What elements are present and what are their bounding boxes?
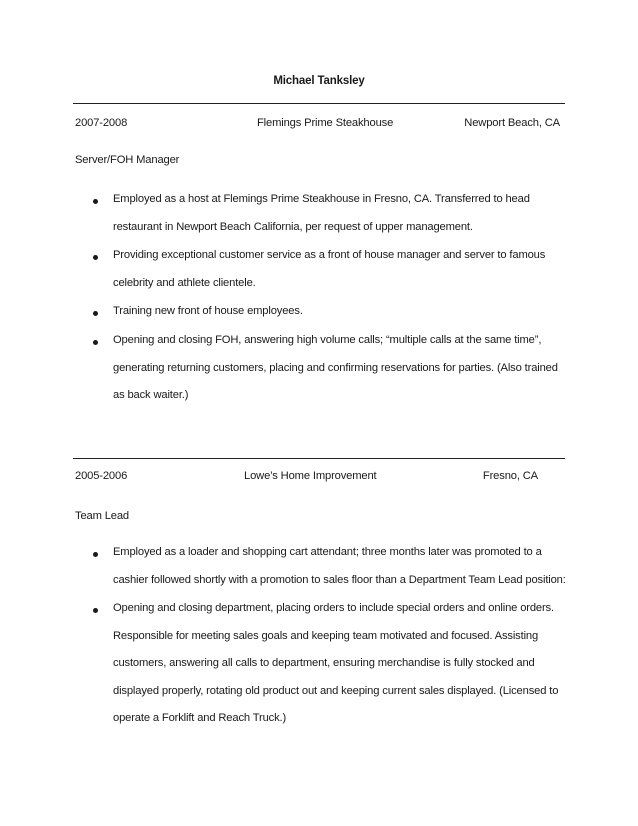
job-employer: Lowe’s Home Improvement bbox=[244, 470, 377, 482]
section-divider bbox=[73, 103, 565, 104]
bullet-dot bbox=[93, 311, 98, 316]
bullet-text: Employed as a host at Flemings Prime Steakhouse in Fresno, CA. Transferred to head restaurant in Newport Beach California, per request of upper management. bbox=[113, 193, 530, 233]
job-dates: 2007-2008 bbox=[75, 117, 128, 129]
job-title: Server/FOH Manager bbox=[75, 154, 180, 166]
section-divider bbox=[73, 458, 565, 459]
bullet-text: Opening and closing FOH, answering high volume calls; “multiple calls at the same time”, generating returning customers, placing and confirming reservations for parties. (Also trained as back waiter.) bbox=[113, 334, 558, 401]
job-title: Team Lead bbox=[75, 510, 130, 522]
job-header bbox=[75, 117, 565, 133]
bullet-dot bbox=[93, 199, 98, 204]
bullet-dot bbox=[93, 340, 98, 345]
bullet-dot bbox=[93, 255, 98, 260]
resume-name: Michael Tanksley bbox=[273, 75, 365, 87]
job-dates: 2005-2006 bbox=[75, 470, 128, 482]
job-location: Newport Beach, CA bbox=[464, 117, 560, 129]
job-employer: Flemings Prime Steakhouse bbox=[257, 117, 394, 129]
bullet-text: Opening and closing department, placing orders to include special orders and online orders. Responsible for meeting sales goals and keeping team motivated and focused. Assisting customers, answering all calls to department, ensuring merchandise is fully stocked and displayed properly, rotating old product out and keeping current sales displayed. (Licensed to operate a Forklift and Reach Truck.) bbox=[113, 602, 559, 724]
job-location: Fresno, CA bbox=[482, 470, 538, 482]
bullet-text: Training new front of house employees. bbox=[113, 305, 303, 317]
bullet-dot bbox=[93, 552, 98, 557]
job-header bbox=[75, 470, 565, 486]
bullet-text: Employed as a loader and shopping cart attendant; three months later was promoted to a cashier followed shortly with a promotion to sales floor than a Department Team Lead position: bbox=[113, 546, 566, 586]
bullet-dot bbox=[93, 608, 98, 613]
bullet-text: Providing exceptional customer service as a front of house manager and server to famous celebrity and athlete clientele. bbox=[113, 249, 546, 289]
